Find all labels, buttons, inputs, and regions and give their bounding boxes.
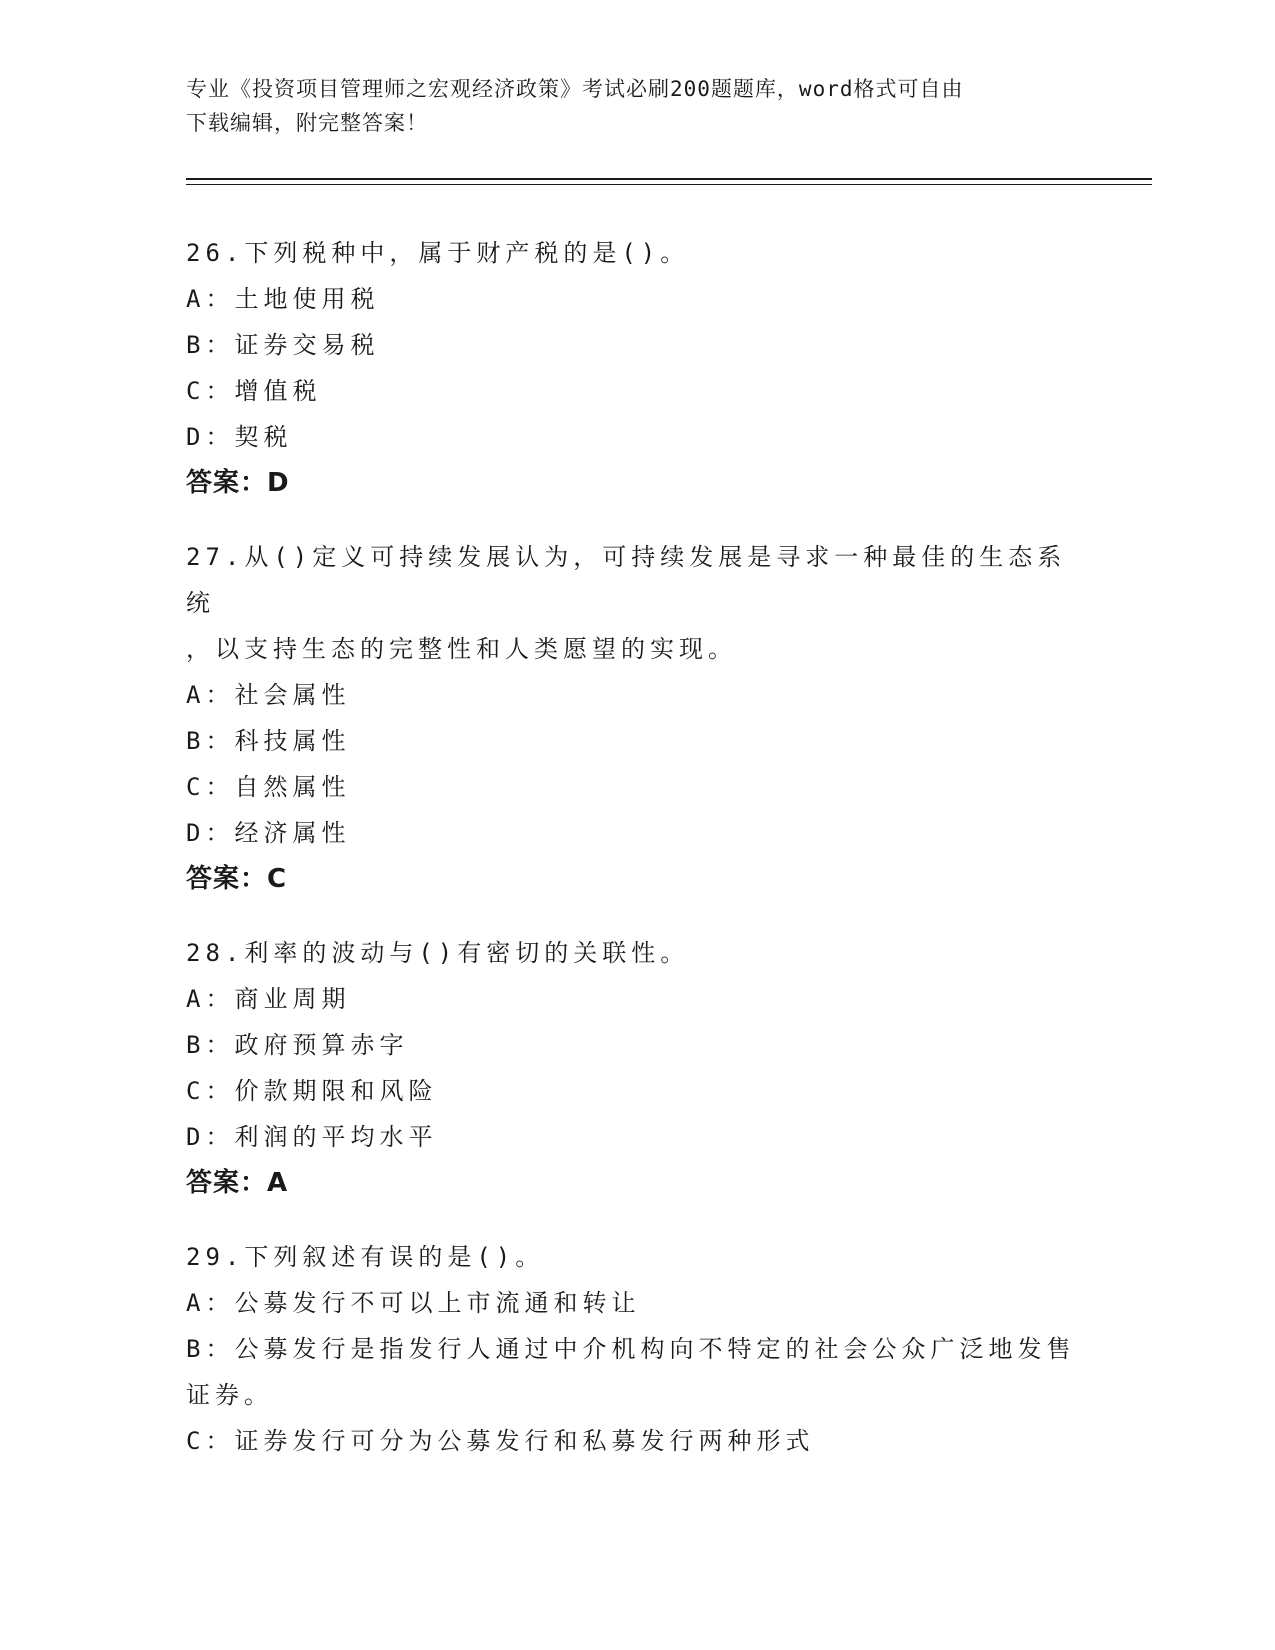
option-c: C：自然属性 [186,773,351,801]
question-text-line-2: ，以支持生态的完整性和人类愿望的实现。 [186,635,737,663]
question-28 [186,930,1086,1206]
option-c: C：证券发行可分为公募发行和私募发行两种形式 [186,1427,815,1455]
question-29 [186,1234,1086,1464]
question-text: 26.下列税种中，属于财产税的是()。 [186,239,690,267]
document-header [186,72,1066,140]
option-c: C：价款期限和风险 [186,1077,438,1105]
header-divider-thick [186,178,1152,180]
question-list [186,230,1086,1492]
answer: 答案：D [186,468,290,498]
header-line-1: 专业《投资项目管理师之宏观经济政策》考试必刷200题题库，word格式可自由 [186,77,964,101]
option-a: A：公募发行不可以上市流通和转让 [186,1289,641,1317]
option-b: B：公募发行是指发行人通过中介机构向不特定的社会公众广泛地发售 [186,1335,1076,1363]
question-26 [186,230,1086,506]
header-divider-thin [186,184,1152,185]
option-b: B：政府预算赤字 [186,1031,409,1059]
answer: 答案：C [186,864,288,894]
option-a: A：商业周期 [186,985,351,1013]
question-text-line-1: 27.从()定义可持续发展认为，可持续发展是寻求一种最佳的生态系统 [186,543,1067,617]
question-27 [186,534,1086,902]
option-d: D：契税 [186,423,293,451]
option-d: D：利润的平均水平 [186,1123,438,1151]
option-c: C：增值税 [186,377,322,405]
option-b: B：证券交易税 [186,331,380,359]
header-line-2: 下载编辑，附完整答案！ [186,111,428,135]
option-d: D：经济属性 [186,819,351,847]
question-text: 29.下列叙述有误的是()。 [186,1243,545,1271]
option-a: A：社会属性 [186,681,351,709]
answer: 答案：A [186,1168,289,1198]
option-a: A：土地使用税 [186,285,380,313]
option-b: B：科技属性 [186,727,351,755]
question-text: 28.利率的波动与()有密切的关联性。 [186,939,690,967]
option-b-continued: 证券。 [186,1381,273,1409]
